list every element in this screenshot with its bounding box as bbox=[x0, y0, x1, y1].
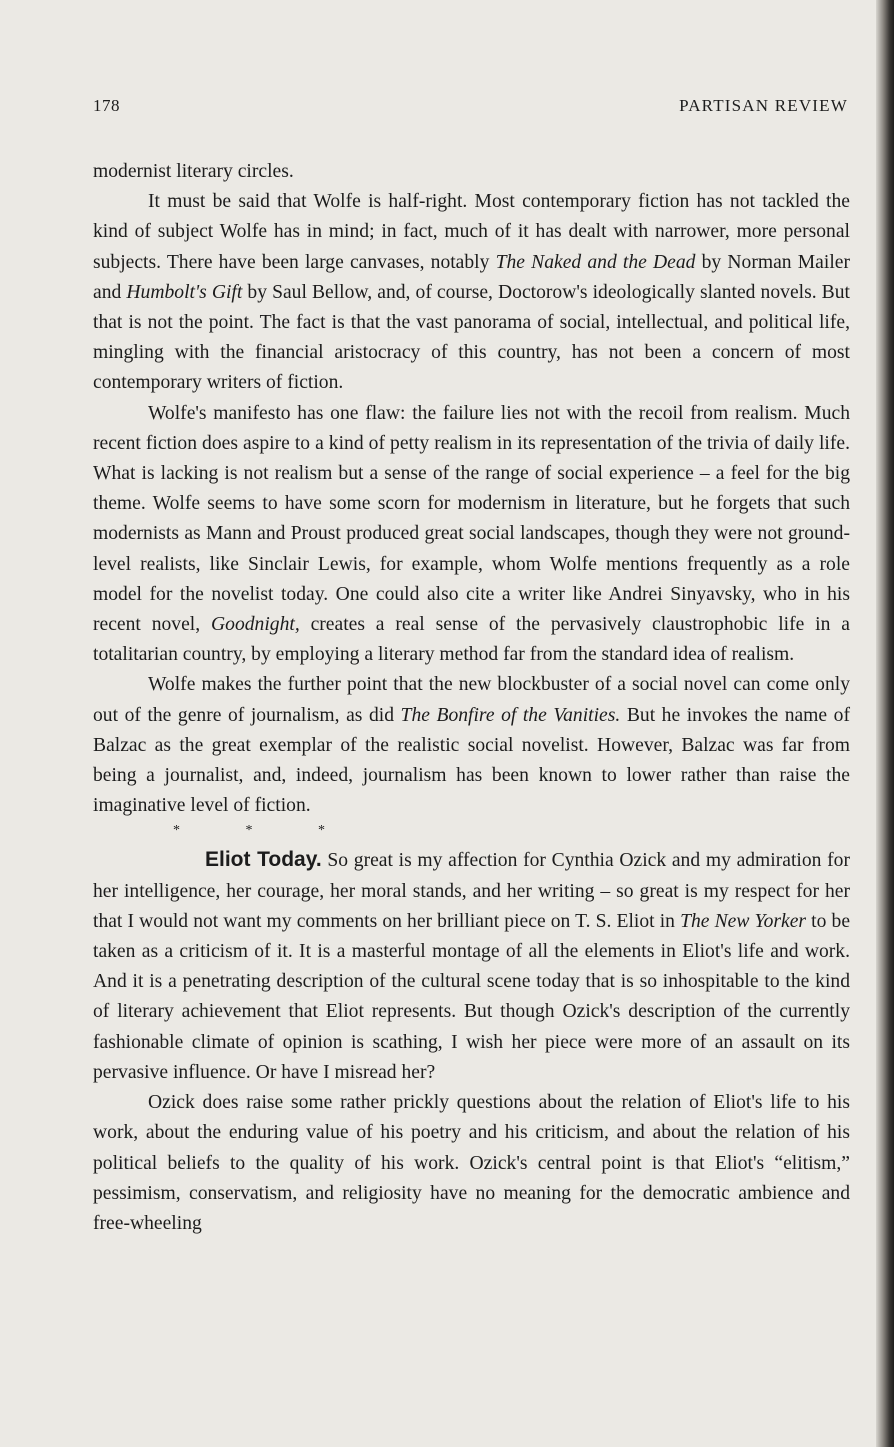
page-number: 178 bbox=[93, 96, 120, 115]
section-heading: Eliot Today. bbox=[205, 848, 322, 872]
section-separator: * * * bbox=[173, 823, 325, 839]
page-header bbox=[93, 96, 848, 126]
text-run: Wolfe makes the further point that the new blockbuster of a social novel can come only out of the genre of journalism, as did bbox=[93, 674, 850, 726]
book-title-humbolts-gift: Humbolt's Gift bbox=[126, 281, 243, 303]
running-head: PARTISAN REVIEW bbox=[679, 96, 848, 115]
magazine-title-new-yorker: The New Yorker bbox=[680, 910, 807, 932]
paragraph-eliot-today bbox=[93, 845, 850, 1088]
page-edge-shadow bbox=[876, 0, 894, 1447]
text-run: But he invokes the name of Balzac as the great exemplar of the realistic social novelist. However, Balzac was far from being a journalist, and, indeed, journalism has been known to lower rather than raise the imaginative level of fiction. bbox=[93, 704, 850, 817]
body-text bbox=[93, 157, 850, 1239]
text-run: Wolfe's manifesto has one flaw: the failure lies not with the recoil from realism. Much recent fiction does aspire to a kind of petty realism in its representation of the trivia of daily life. What is lacking is not realism but a sense of the range of social experience – a feel for the big theme. Wolfe seems to have some scorn for modernism in literature, but he forgets that such modernists as Mann and Proust produced great social landscapes, though they were not ground-level realists, like Sinclair Lewis, for example, whom Wolfe mentions frequently as a role model for the novelist today. One could also cite a writer like Andrei Sinyavsky, who in his recent novel, bbox=[93, 402, 850, 636]
book-title-bonfire-of-vanities: The Bonfire of the Vanities. bbox=[400, 704, 621, 726]
paragraph-wolfe-half-right bbox=[93, 187, 850, 398]
book-title-naked-and-dead: The Naked and the Dead bbox=[495, 251, 696, 273]
text-run: by Norman Mailer and bbox=[93, 251, 850, 303]
paragraph-ozick-questions: Ozick does raise some rather prickly questions about the relation of Eliot's life to his work, about the enduring value of his poetry and his criticism, and about the relation of his political beliefs to the quality of his work. Ozick's central point is that Eliot's “elitism,” pessimism, conservatism, and religiosity have no meaning for the democratic ambience and free-wheeling bbox=[93, 1092, 850, 1234]
text-run: by Saul Bellow, and, of course, Doctorow's ideologically slanted novels. But that is not the point. The fact is that the vast panorama of social, intellectual, and political life, mingling with the financial aristocracy of this country, has not been a concern of most contemporary writers of fiction. bbox=[93, 281, 850, 394]
paragraph-wolfe-manifesto bbox=[93, 399, 850, 671]
paragraph-continuation: modernist literary circles. bbox=[93, 161, 294, 182]
text-run: It must be said that Wolfe is half-right. Most contemporary fiction has not tackled the kind of subject Wolfe has in mind; in fact, much of it has dealt with narrower, more personal subjects. There have been large canvases, notably bbox=[93, 191, 850, 273]
paragraph-wolfe-journalism bbox=[93, 670, 850, 821]
text-run: So great is my affection for Cynthia Ozick and my admiration for her intelligence, her courage, her moral stands, and her writing – so great is my respect for her that I would not want my comments on her brilliant piece on T. S. Eliot in bbox=[93, 850, 850, 932]
text-run: creates a real sense of the pervasively claustrophobic life in a totalitarian country, by employing a literary method far from the standard idea of realism. bbox=[93, 614, 850, 666]
book-title-goodnight: Goodnight, bbox=[211, 614, 300, 636]
text-run: to be taken as a criticism of it. It is a masterful montage of all the elements in Eliot's life and work. And it is a penetrating description of the cultural scene today that is so inhospitable to the kind of literary achievement that Eliot represents. But though Ozick's description of the currently fashionable climate of opinion is scathing, I wish her piece were more of an assault on its pervasive influence. Or have I misread her? bbox=[93, 910, 851, 1083]
